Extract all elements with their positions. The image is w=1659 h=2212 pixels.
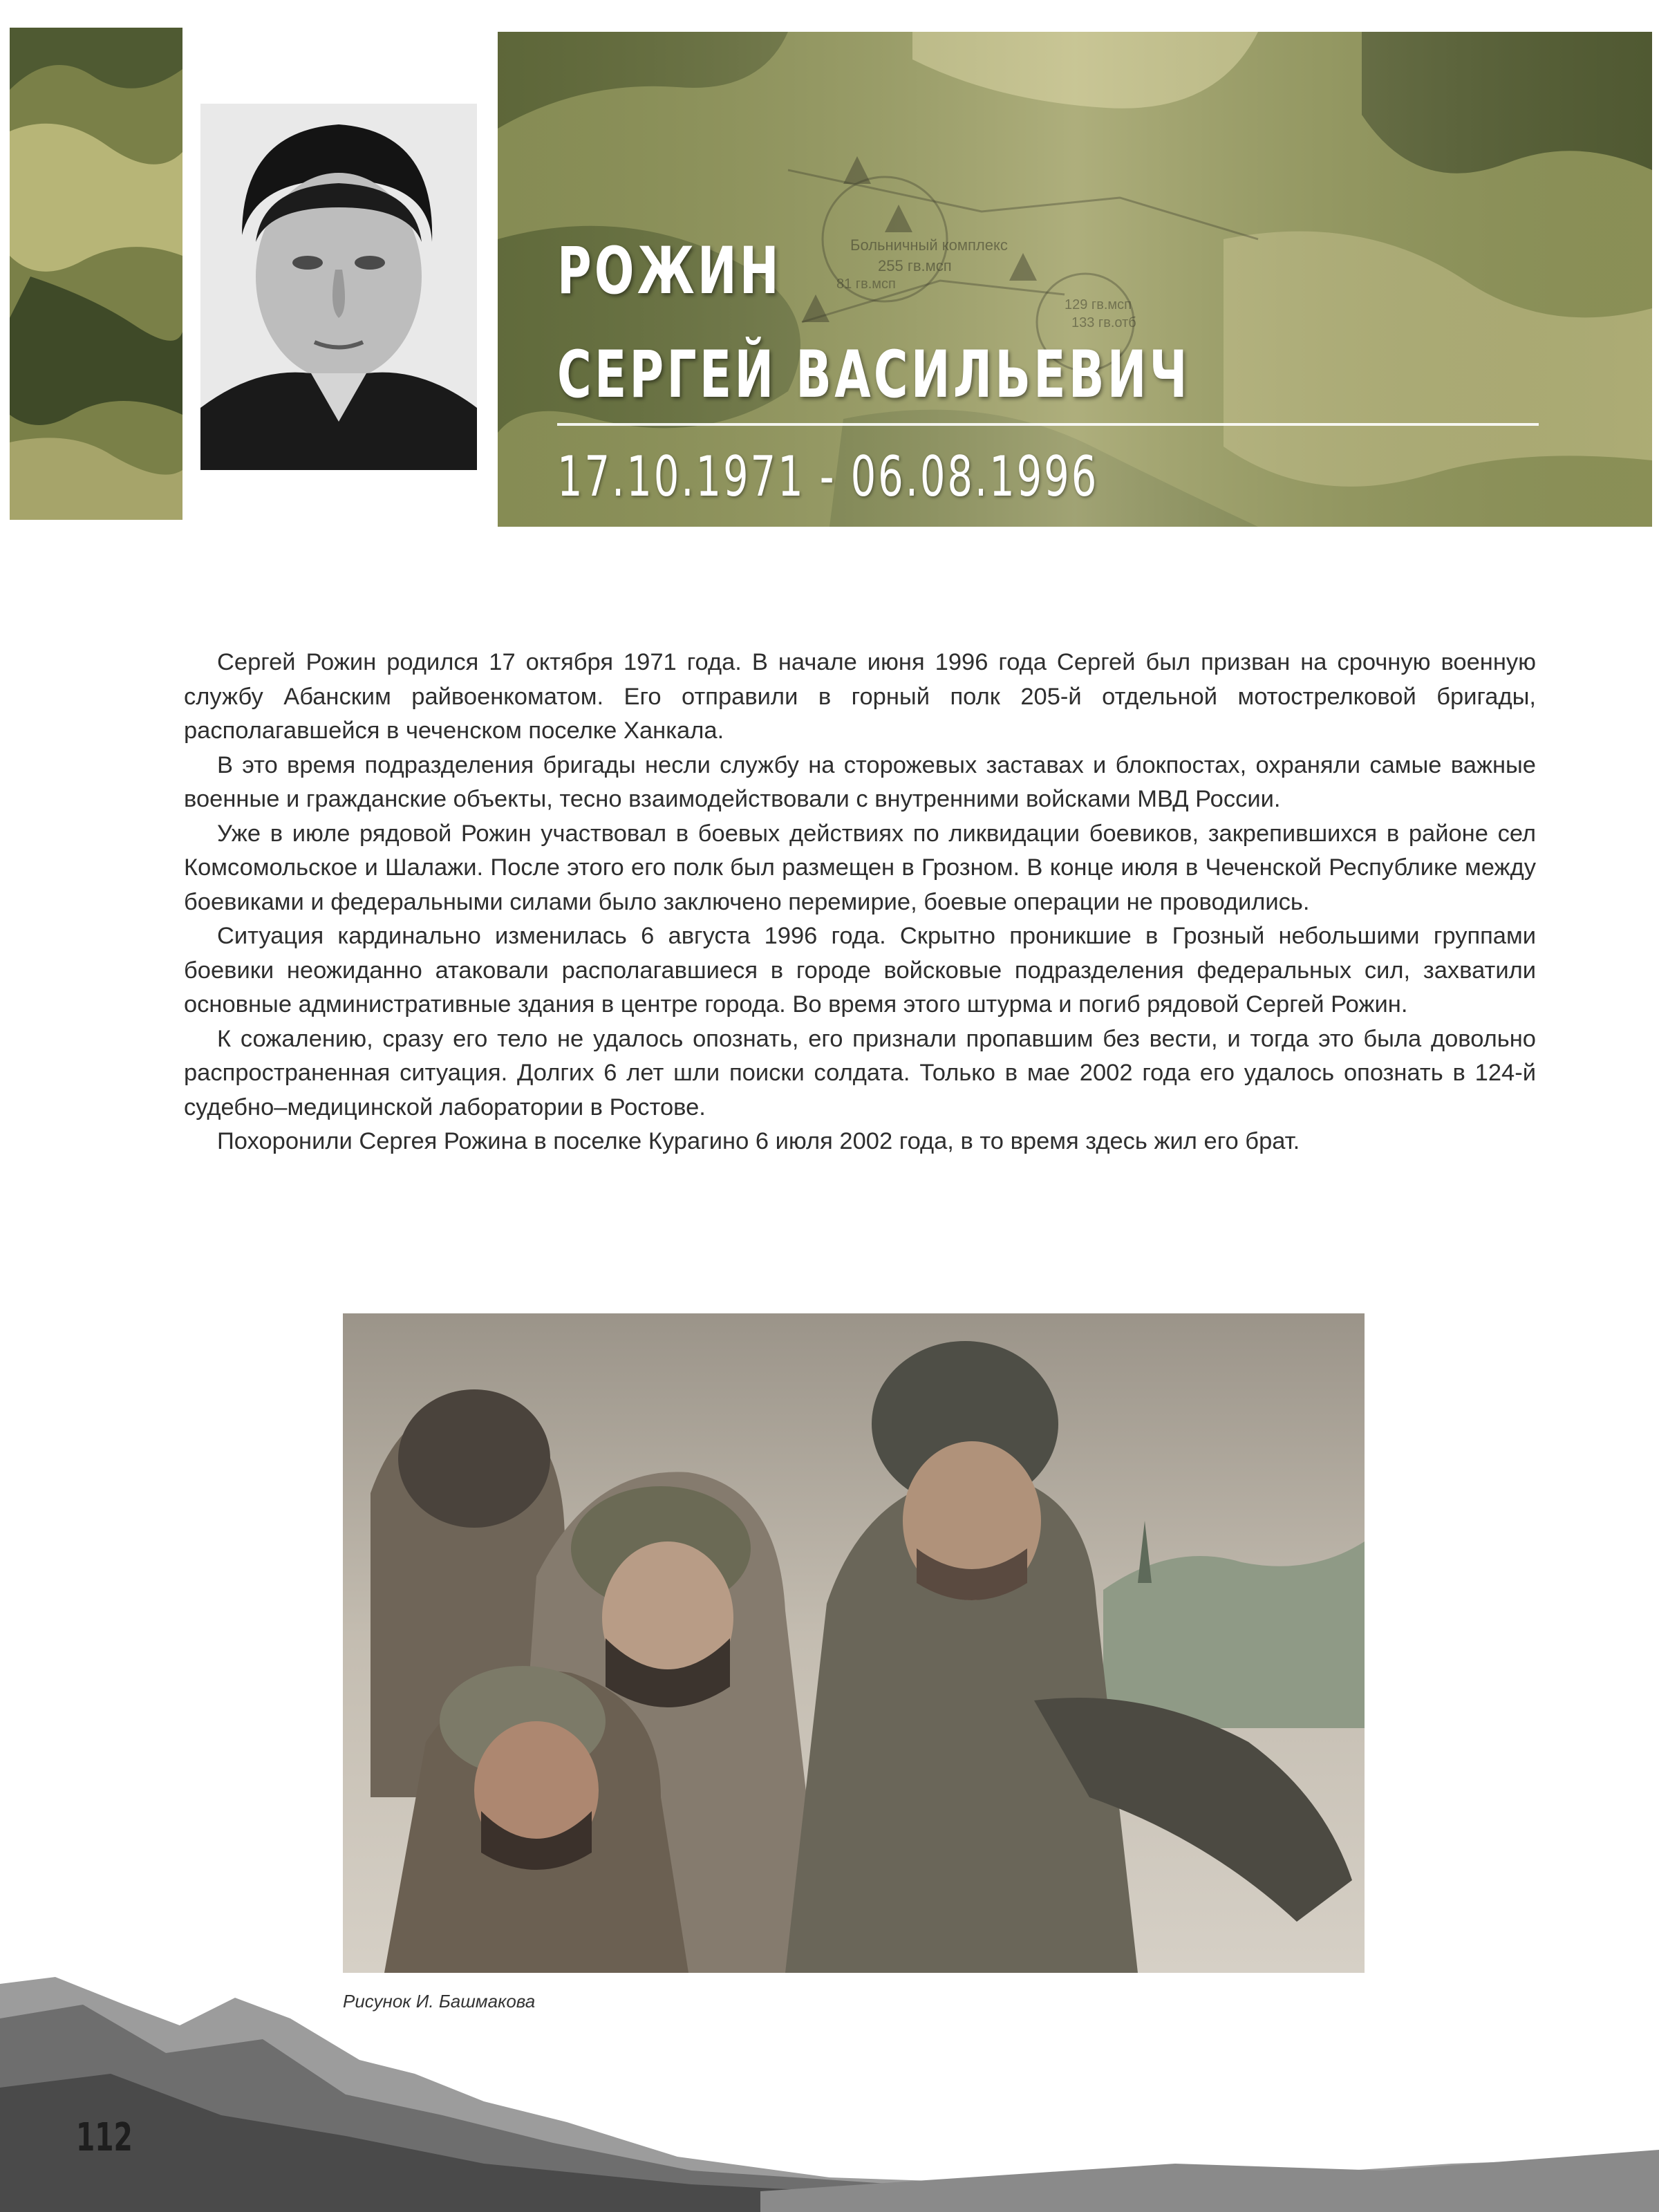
mountain-landscape [0, 1977, 1659, 2212]
page-title [557, 220, 1190, 427]
map-label: 129 гв.мсп [1065, 297, 1132, 312]
page-number: 112 [76, 2115, 133, 2160]
illustration-painting [343, 1313, 1365, 1973]
title-divider [557, 423, 1539, 426]
camouflage-panel-left [10, 28, 182, 520]
biography [184, 646, 1536, 1159]
life-dates: 17.10.1971 - 06.08.1996 [557, 444, 1099, 509]
map-label: 133 гв.отб [1071, 315, 1136, 330]
illustration-caption: Рисунок И. Башмакова [343, 1991, 536, 2012]
paragraph: К сожалению, сразу его тело не удалось опознать, его признали пропавшим без вести, и тогда это была довольно распространенная ситуация. Долгих 6 лет шли поиски солдата. Только в мае 2002 года его удалось опознать в 124-й судебно–медицинской лаборатории в Ростове. [184, 1025, 1536, 1121]
paragraph: Похоронили Сергея Рожина в поселке Курагино 6 июля 2002 года, в то время здесь жил его брат. [217, 1128, 1300, 1154]
paragraph: Уже в июле рядовой Рожин участвовал в боевых действиях по ликвидации боевиков, закрепившихся в районе сел Комсомольское и Шалажи. После этого его полк был размещен в Грозном. В конце июля в Чеченской Республике между боевиками и федеральными силами было заключено перемирие, боевые операции не проводились. [184, 820, 1536, 915]
portrait-photo [200, 104, 477, 470]
given-names: СЕРГЕЙ ВАСИЛЬЕВИЧ [557, 337, 1190, 413]
paragraph: Ситуация кардинально изменилась 6 августа 1996 года. Скрытно проникшие в Грозный небольшими группами боевики неожиданно атаковали располагавшиеся в городе войсковые подразделения федеральных сил, захватили основные административные здания в центре города. Во время этого штурма и погиб рядовой Сергей Рожин. [184, 923, 1536, 1018]
paragraph: Сергей Рожин родился 17 октября 1971 года. В начале июня 1996 года Сергей был призван на срочную военную службу Абанским райвоенкоматом. Его отправили в горный полк 205-й отдельной мотострелковой бригады, располагавшейся в чеченском поселке Ханкала. [184, 649, 1536, 744]
surname: РОЖИН [557, 234, 782, 309]
map-label: 81 гв.мсп [836, 276, 896, 292]
paragraph: В это время подразделения бригады несли службу на сторожевых заставах и блокпостах, охраняли самые важные военные и гражданские объекты, тесно взаимодействовали с внутренними войсками МВД России. [184, 751, 1536, 812]
map-label: 255 гв.мсп [878, 257, 952, 274]
map-label: Больничный комплекс [850, 236, 1008, 254]
